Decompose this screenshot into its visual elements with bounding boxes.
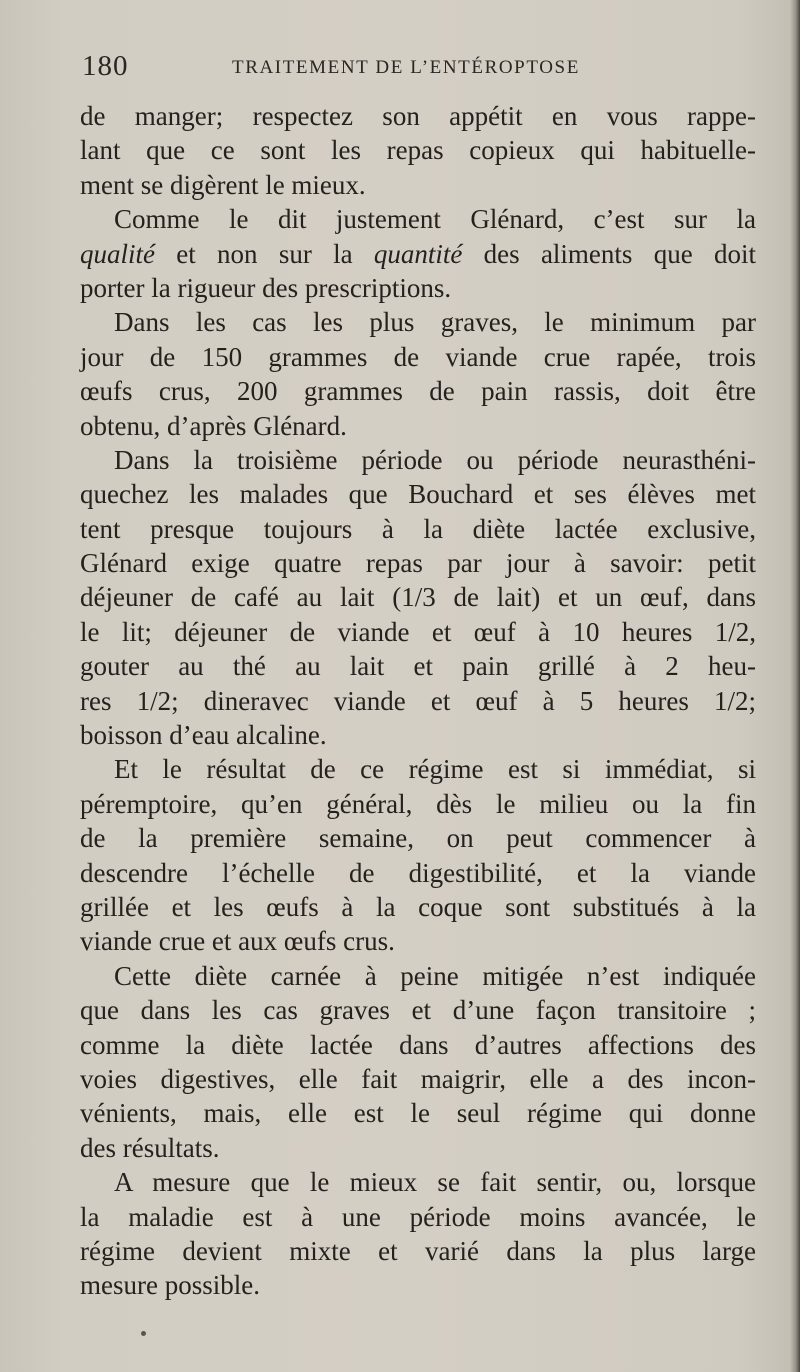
text-line: le lit; déjeuner de viande et œuf à 10 heures 1/2, <box>80 616 756 647</box>
page-edge-shadow <box>790 0 800 1372</box>
text-line: œufs crus, 200 grammes de pain rassis, doit être <box>80 376 756 407</box>
text-line: de manger; respectez son appétit en vous rappe- <box>80 101 756 131</box>
paragraph-start-line: Cette diète carnée à peine mitigée n’est indiquée <box>114 960 756 991</box>
paragraph-start-line: Comme le dit justement Glénard, c’est sur la <box>114 204 756 235</box>
text-line: grillée et les œufs à la coque sont substitués à la <box>80 891 756 922</box>
text-line <box>80 237 756 271</box>
text-line: des résultats. <box>80 1132 220 1163</box>
text-segment: des aliments que doit <box>462 238 756 269</box>
text-line: la maladie est à une période moins avancée, le <box>80 1201 756 1232</box>
text-line: res 1/2; dineravec viande et œuf à 5 heures 1/2; <box>80 685 756 716</box>
text-line: viande crue et aux œufs crus. <box>80 926 395 957</box>
text-line: que dans les cas graves et d’une façon transitoire ; <box>80 995 756 1026</box>
text-segment: et non sur la <box>155 238 374 269</box>
text-line: obtenu, d’après Glénard. <box>80 410 347 441</box>
text-line: jour de 150 grammes de viande crue rapée, trois <box>80 341 756 372</box>
text-line: vénients, mais, elle est le seul régime qui donne <box>80 1098 756 1129</box>
text-line: quechez les malades que Bouchard et ses élèves met <box>80 479 756 510</box>
text-line: ment se digèrent le mieux. <box>80 169 366 200</box>
running-head: TRAITEMENT DE L’ENTÉROPTOSE <box>232 57 580 78</box>
text-line: gouter au thé au lait et pain grillé à 2 heu- <box>80 651 756 682</box>
page-number: 180 <box>82 50 129 82</box>
text-line: mesure possible. <box>80 1270 260 1301</box>
text-line: lant que ce sont les repas copieux qui habituelle- <box>80 135 756 166</box>
page-header <box>82 50 782 90</box>
text-line: de la première semaine, on peut commencer à <box>80 823 756 854</box>
paragraph-start-line: A mesure que le mieux se fait sentir, ou, lorsque <box>114 1167 756 1198</box>
paragraph-start-line: Et le résultat de ce régime est si immédiat, si <box>114 754 756 785</box>
body-text <box>80 99 756 1303</box>
text-line: régime devient mixte et varié dans la plus large <box>80 1235 756 1266</box>
text-line: porter la rigueur des prescriptions. <box>80 272 452 303</box>
text-line: comme la diète lactée dans d’autres affections des <box>80 1029 756 1060</box>
italic-word: qualité <box>80 238 155 269</box>
ink-speck <box>141 1331 146 1336</box>
text-line: descendre l’échelle de digestibilité, et la viande <box>80 857 756 888</box>
paragraph-start-line: Dans les cas les plus graves, le minimum par <box>114 307 756 338</box>
text-line: déjeuner de café au lait (1/3 de lait) et un œuf, dans <box>80 582 756 613</box>
text-line: péremptoire, qu’en général, dès le milieu ou la fin <box>80 788 756 819</box>
italic-word: quantité <box>373 238 463 269</box>
text-line: tent presque toujours à la diète lactée exclusive, <box>80 513 756 544</box>
text-line: voies digestives, elle fait maigrir, elle a des incon- <box>80 1063 756 1094</box>
text-line: Glénard exige quatre repas par jour à savoir: petit <box>80 548 756 579</box>
text-line: boisson d’eau alcaline. <box>80 720 327 751</box>
paragraph-start-line: Dans la troisième période ou période neurasthéni- <box>114 444 756 475</box>
